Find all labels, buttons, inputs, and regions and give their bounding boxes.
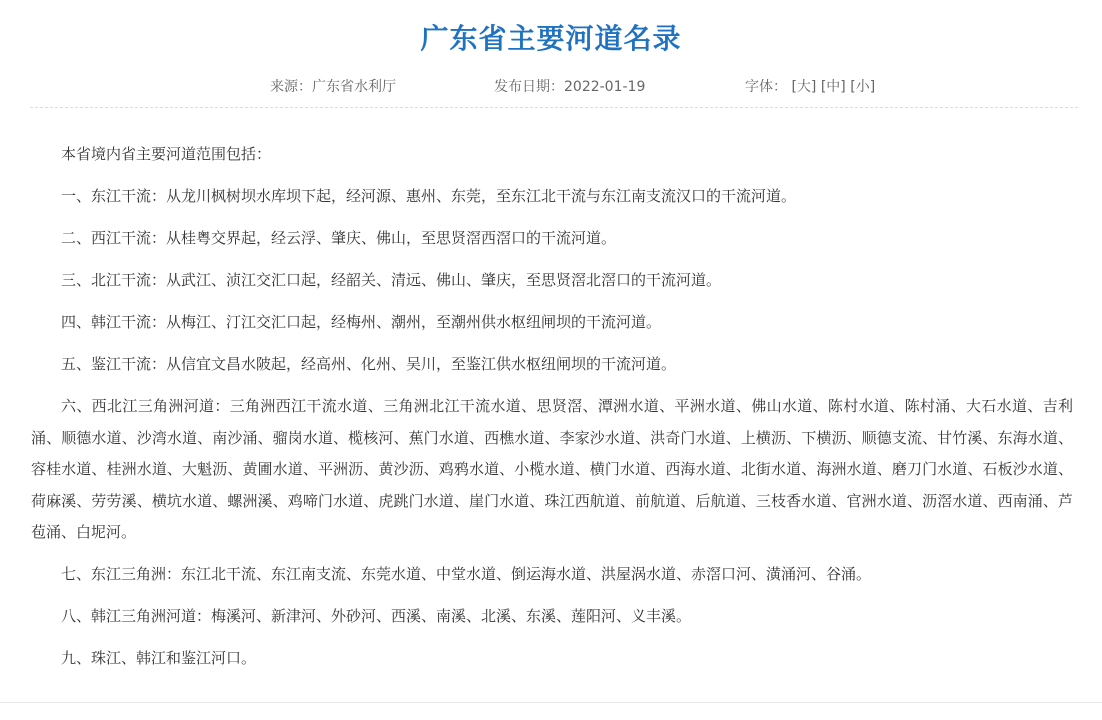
- font-size-small-link[interactable]: [小]: [850, 79, 876, 95]
- paragraph-xijiang: 二、西江干流：从桂粤交界起，经云浮、肇庆、佛山，至思贤滘西滘口的干流河道。: [61, 229, 617, 247]
- paragraph-dongjiang: 一、东江干流：从龙川枫树坝水库坝下起，经河源、惠州、东莞，至东江北干流与东江南支流汉口的干流河道。: [61, 187, 797, 205]
- paragraph-hanjiang-delta: 八、韩江三角洲河道：梅溪河、新津河、外砂河、西溪、南溪、北溪、东溪、莲阳河、义丰溪。: [61, 607, 692, 625]
- article-content: [31, 139, 1073, 685]
- paragraph-dongjiang-delta: 七、东江三角洲：东江北干流、东江南支流、东莞水道、中堂水道、倒运海水道、洪屋涡水道、赤滘口河、潢涌河、谷涌。: [61, 565, 872, 583]
- paragraph-hanjiang: 四、韩江干流：从梅江、汀江交汇口起，经梅州、潮州，至潮州供水枢纽闸坝的干流河道。: [61, 313, 662, 331]
- font-size-large-link[interactable]: [大]: [791, 79, 817, 95]
- paragraph-xibeijiang-delta: 六、西北江三角洲河道：三角洲西江干流水道、三角洲北江干流水道、思贤滘、潭洲水道、平洲水道、佛山水道、陈村水道、陈村涌、大石水道、吉利涌、顺德水道、沙湾水道、南沙涌、骝岗水道、榄核河、蕉门水道、西樵水道、李家沙水道、洪奇门水道、上横沥、下横沥、顺德支流、甘竹溪、东海水道、容桂水道、桂洲水道、大魁沥、黄圃水道、平洲沥、黄沙沥、鸡鸦水道、小榄水道、横门水道、西海水道、北街水道、海洲水道、磨刀门水道、石板沙水道、荷麻溪、劳劳溪、横坑水道、螺洲溪、鸡啼门水道、虎跳门水道、崖门水道、珠江西航道、前航道、后航道、三枝香水道、官洲水道、沥滘水道、西南涌、芦苞涌、白坭河。: [31, 397, 1073, 541]
- publish-date: 发布日期：2022-01-19: [494, 79, 646, 95]
- paragraph-jianjiang: 五、鉴江干流：从信宜文昌水陂起，经高州、化州、吴川，至鉴江供水枢纽闸坝的干流河道。: [61, 355, 677, 373]
- footer-divider: [0, 702, 1102, 703]
- font-size-label: 字体：: [745, 79, 787, 95]
- article-source: 来源：广东省水利厅: [270, 79, 396, 95]
- header-divider: [30, 107, 1078, 108]
- paragraph-beijiang: 三、北江干流：从武江、浈江交汇口起，经韶关、清远、佛山、肇庆，至思贤滘北滘口的干流河道。: [61, 271, 722, 289]
- paragraph-intro: 本省境内省主要河道范围包括：: [61, 145, 272, 163]
- font-size-selector: [745, 77, 875, 97]
- page-title: 广东省主要河道名录: [420, 22, 682, 55]
- paragraph-estuaries: 九、珠江、韩江和鉴江河口。: [61, 649, 257, 667]
- font-size-medium-link[interactable]: [中]: [820, 79, 846, 95]
